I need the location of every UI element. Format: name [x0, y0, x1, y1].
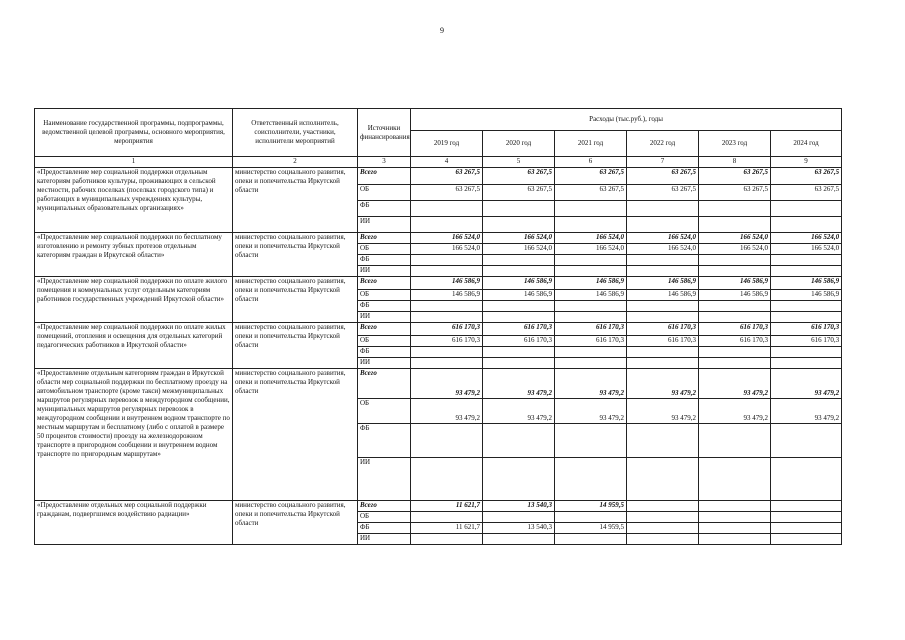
funding-source: ОБ: [358, 244, 411, 255]
responsible-executor: министерство социального развития, опеки и попечительства Иркутской области: [233, 277, 358, 323]
expense-value: 14 959,5: [555, 523, 627, 534]
expense-value: [411, 347, 483, 358]
expense-value: 166 524,0: [555, 233, 627, 244]
expense-value: [483, 347, 555, 358]
funding-source: ИИ: [358, 266, 411, 277]
expense-value: [771, 312, 842, 323]
expense-value: 93 479,2: [555, 369, 627, 399]
expense-value: 93 479,2: [483, 369, 555, 399]
expense-value: [771, 266, 842, 277]
expense-value: [411, 217, 483, 233]
expense-value: [699, 266, 771, 277]
expense-value: [411, 301, 483, 312]
expense-value: [555, 266, 627, 277]
expense-value: [771, 217, 842, 233]
expense-value: [411, 512, 483, 523]
header-sources: Источники финансирования: [358, 109, 411, 157]
expense-value: [483, 534, 555, 545]
expense-value: [555, 301, 627, 312]
funding-source: Всего: [358, 369, 411, 399]
expense-value: [483, 512, 555, 523]
expense-value: 146 586,9: [699, 277, 771, 290]
expense-value: [411, 266, 483, 277]
expense-value: [483, 458, 555, 501]
expense-value: 63 267,5: [627, 168, 699, 185]
expense-value: [699, 458, 771, 501]
expense-value: [555, 534, 627, 545]
program-name: «Предоставление мер социальной поддержки по оплате жилых помещений, отопления и освещения для отдельных категорий педагогических работников в Иркутской области»: [35, 323, 233, 369]
expense-value: 11 621,7: [411, 523, 483, 534]
expense-value: [699, 424, 771, 458]
page-number: 9: [440, 26, 444, 35]
expense-value: [627, 255, 699, 266]
expense-value: [627, 523, 699, 534]
expense-value: 616 170,3: [411, 323, 483, 336]
expense-value: [699, 534, 771, 545]
expense-value: 93 479,2: [411, 369, 483, 399]
expense-value: 63 267,5: [771, 168, 842, 185]
expense-value: [555, 358, 627, 369]
expense-value: 166 524,0: [771, 233, 842, 244]
expense-value: [411, 201, 483, 217]
expense-value: [555, 424, 627, 458]
expense-value: [627, 358, 699, 369]
expense-value: [555, 458, 627, 501]
header-year: 2022 год: [627, 131, 699, 157]
expense-value: [699, 301, 771, 312]
expense-value: [555, 312, 627, 323]
expense-value: [555, 217, 627, 233]
column-number: 5: [483, 157, 555, 168]
expense-value: 166 524,0: [483, 233, 555, 244]
expense-value: 166 524,0: [771, 244, 842, 255]
expense-value: 93 479,2: [699, 399, 771, 424]
expense-value: 63 267,5: [699, 168, 771, 185]
expense-value: 63 267,5: [483, 185, 555, 201]
expense-value: [483, 201, 555, 217]
funding-source: ОБ: [358, 512, 411, 523]
expense-value: 146 586,9: [483, 277, 555, 290]
column-number: 7: [627, 157, 699, 168]
expense-value: [483, 266, 555, 277]
table-row: [35, 233, 842, 244]
header-year: 2020 год: [483, 131, 555, 157]
expense-value: 166 524,0: [555, 244, 627, 255]
expense-value: 93 479,2: [627, 399, 699, 424]
funding-source: ОБ: [358, 399, 411, 424]
expense-value: [699, 312, 771, 323]
responsible-executor: министерство социального развития, опеки и попечительства Иркутской области: [233, 233, 358, 277]
funding-source: Всего: [358, 168, 411, 185]
expense-value: 63 267,5: [555, 185, 627, 201]
funding-source: ИИ: [358, 358, 411, 369]
expense-value: 93 479,2: [771, 369, 842, 399]
expense-value: 616 170,3: [627, 336, 699, 347]
funding-source: ФБ: [358, 301, 411, 312]
funding-source: ИИ: [358, 534, 411, 545]
header-year: 2024 год: [771, 131, 842, 157]
expense-value: [411, 255, 483, 266]
expense-value: [411, 458, 483, 501]
funding-source: Всего: [358, 323, 411, 336]
column-number: 8: [699, 157, 771, 168]
expense-value: [699, 523, 771, 534]
expense-value: 616 170,3: [699, 323, 771, 336]
expense-value: [483, 255, 555, 266]
responsible-executor: министерство социального развития, опеки и попечительства Иркутской области: [233, 168, 358, 233]
program-name: «Предоставление отдельных мер социальной поддержки гражданам, подвергшимся воздействию радиации»: [35, 501, 233, 545]
expense-value: 63 267,5: [411, 168, 483, 185]
expense-value: 166 524,0: [699, 244, 771, 255]
expense-value: [627, 266, 699, 277]
expense-value: [555, 347, 627, 358]
table-row: [35, 323, 842, 336]
funding-source: ИИ: [358, 458, 411, 501]
expense-value: 146 586,9: [627, 290, 699, 301]
expense-value: [411, 358, 483, 369]
expense-value: [627, 201, 699, 217]
program-name: «Предоставление отдельным категориям граждан в Иркутской области мер социальной поддержки по бесплатному проезду на автомобильном транспорте (кроме такси) межмуниципальных маршрутов регулярных перевозок в междугородном сообщении, муниципальных маршрутов регулярных перевозок в междугородном сообщении и внутреннем водном транспорте по местным маршрутам и бесплатному (либо с оплатой в размере 50 процентов стоимости) проезду на железнодорожном транспорте в пригородном сообщении и внутреннем водном транспорте по пригородным маршрутам»: [35, 369, 233, 501]
expense-value: [411, 534, 483, 545]
expenditure-table: [34, 108, 842, 545]
table-row: [35, 168, 842, 185]
expense-value: [771, 458, 842, 501]
expense-value: [555, 201, 627, 217]
expense-value: 616 170,3: [627, 323, 699, 336]
expense-value: 63 267,5: [411, 185, 483, 201]
funding-source: Всего: [358, 277, 411, 290]
expense-value: [627, 312, 699, 323]
funding-source: Всего: [358, 501, 411, 512]
column-number: 9: [771, 157, 842, 168]
program-name: «Предоставление мер социальной поддержки по оплате жилого помещения и коммунальных услуг отдельным категориям работников государственных учреждений Иркутской области»: [35, 277, 233, 323]
expense-value: 616 170,3: [771, 323, 842, 336]
expense-value: 146 586,9: [771, 290, 842, 301]
expense-value: [771, 523, 842, 534]
expense-value: 146 586,9: [555, 277, 627, 290]
expense-value: 146 586,9: [483, 290, 555, 301]
expense-value: 166 524,0: [411, 233, 483, 244]
table-row: [35, 277, 842, 290]
expense-value: 616 170,3: [771, 336, 842, 347]
funding-source: ФБ: [358, 255, 411, 266]
expense-value: [483, 312, 555, 323]
funding-source: ФБ: [358, 347, 411, 358]
expense-value: [699, 201, 771, 217]
expense-value: 63 267,5: [555, 168, 627, 185]
program-name: «Предоставление мер социальной поддержки по бесплатному изготовлению и ремонту зубных протезов отдельным категориям граждан в Иркутской области»: [35, 233, 233, 277]
expense-value: [771, 501, 842, 512]
expense-value: [483, 217, 555, 233]
column-number: 4: [411, 157, 483, 168]
expense-value: 616 170,3: [411, 336, 483, 347]
header-year: 2021 год: [555, 131, 627, 157]
expense-value: 13 540,3: [483, 501, 555, 512]
table-row: [35, 501, 842, 512]
expense-value: 146 586,9: [627, 277, 699, 290]
funding-source: ИИ: [358, 217, 411, 233]
expense-value: 93 479,2: [699, 369, 771, 399]
expense-value: [771, 301, 842, 312]
expense-value: [411, 312, 483, 323]
expense-value: [483, 358, 555, 369]
expense-value: 93 479,2: [771, 399, 842, 424]
expense-value: [699, 347, 771, 358]
header-expenses: Расходы (тыс.руб.), годы: [411, 109, 842, 131]
expense-value: 616 170,3: [483, 336, 555, 347]
funding-source: ФБ: [358, 424, 411, 458]
program-name: «Предоставление мер социальной поддержки отдельным категориям работников культуры, проживающих в сельской местности, рабочих поселках (поселках городского типа) и работающих в муниципальных учреждениях культуры, муниципальных образовательных организациях»: [35, 168, 233, 233]
responsible-executor: министерство социального развития, опеки и попечительства Иркутской области: [233, 501, 358, 545]
header-year: 2023 год: [699, 131, 771, 157]
column-number: 2: [233, 157, 358, 168]
expense-value: [627, 501, 699, 512]
expense-value: 146 586,9: [771, 277, 842, 290]
expense-value: [411, 424, 483, 458]
expense-value: 166 524,0: [483, 244, 555, 255]
expense-value: [699, 358, 771, 369]
expense-value: [555, 255, 627, 266]
expense-value: 146 586,9: [411, 290, 483, 301]
funding-source: ФБ: [358, 523, 411, 534]
expense-value: [771, 347, 842, 358]
expense-value: 166 524,0: [699, 233, 771, 244]
expense-value: [627, 424, 699, 458]
table-row: [35, 369, 842, 399]
expense-value: [627, 534, 699, 545]
expense-value: [627, 217, 699, 233]
expense-value: [771, 512, 842, 523]
header-year: 2019 год: [411, 131, 483, 157]
expense-value: 146 586,9: [411, 277, 483, 290]
responsible-executor: министерство социального развития, опеки и попечительства Иркутской области: [233, 323, 358, 369]
expense-value: 146 586,9: [699, 290, 771, 301]
expense-value: 93 479,2: [627, 369, 699, 399]
expense-value: 93 479,2: [483, 399, 555, 424]
column-number: 6: [555, 157, 627, 168]
header-responsible: Ответственный исполнитель, соисполнители, участники, исполнители мероприятий: [233, 109, 358, 157]
expense-value: [627, 347, 699, 358]
expense-value: 616 170,3: [555, 323, 627, 336]
funding-source: Всего: [358, 233, 411, 244]
expense-value: [771, 255, 842, 266]
expense-value: [627, 512, 699, 523]
funding-source: ФБ: [358, 201, 411, 217]
expense-value: 63 267,5: [627, 185, 699, 201]
funding-source: ОБ: [358, 290, 411, 301]
expense-value: 146 586,9: [555, 290, 627, 301]
expense-value: 166 524,0: [627, 244, 699, 255]
expense-value: 616 170,3: [699, 336, 771, 347]
expense-value: 93 479,2: [555, 399, 627, 424]
expense-value: 14 959,5: [555, 501, 627, 512]
expense-value: 616 170,3: [483, 323, 555, 336]
expense-value: 63 267,5: [483, 168, 555, 185]
expense-value: [483, 424, 555, 458]
expense-value: [627, 458, 699, 501]
expense-value: 63 267,5: [699, 185, 771, 201]
expense-value: 63 267,5: [771, 185, 842, 201]
responsible-executor: министерство социального развития, опеки и попечительства Иркутской области: [233, 369, 358, 501]
expense-value: 93 479,2: [411, 399, 483, 424]
column-number: 3: [358, 157, 411, 168]
expense-value: 11 621,7: [411, 501, 483, 512]
expense-value: 166 524,0: [627, 233, 699, 244]
header-name: Наименование государственной программы, подпрограммы, ведомственной целевой программы, основного мероприятия, мероприятия: [35, 109, 233, 157]
expense-value: [555, 512, 627, 523]
column-number: 1: [35, 157, 233, 168]
expense-value: [699, 217, 771, 233]
expense-value: [627, 301, 699, 312]
funding-source: ОБ: [358, 185, 411, 201]
expense-value: [771, 358, 842, 369]
expense-value: [771, 201, 842, 217]
expense-value: [771, 424, 842, 458]
expense-value: [699, 255, 771, 266]
expense-value: 616 170,3: [555, 336, 627, 347]
expense-value: [699, 501, 771, 512]
funding-source: ОБ: [358, 336, 411, 347]
funding-source: ИИ: [358, 312, 411, 323]
expense-value: [699, 512, 771, 523]
expense-value: 166 524,0: [411, 244, 483, 255]
expense-value: 13 540,3: [483, 523, 555, 534]
expense-value: [771, 534, 842, 545]
expense-value: [483, 301, 555, 312]
